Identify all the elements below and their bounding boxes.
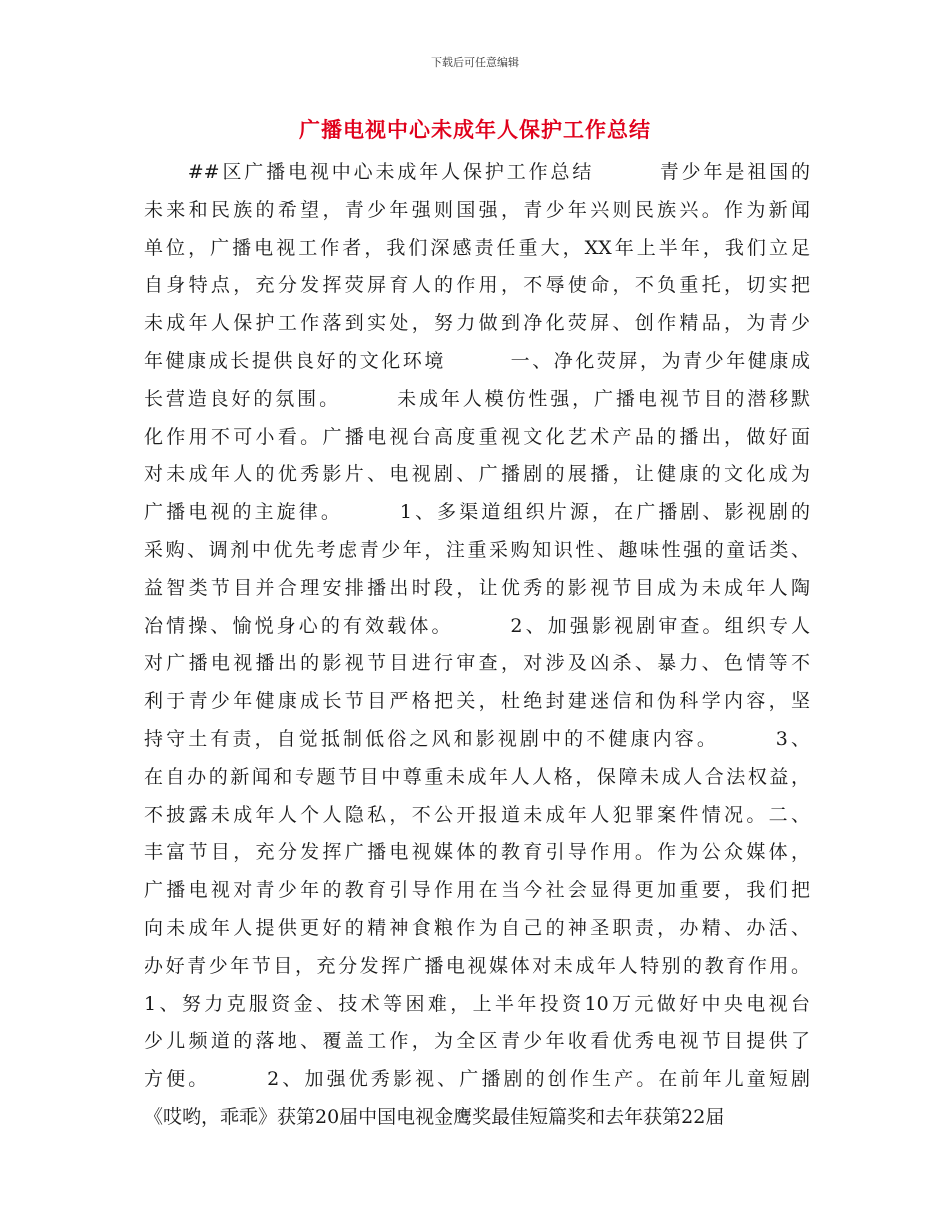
body-line: 未成年人保护工作落到实处，努力做到净化荧屏、创作精品，为青少 xyxy=(144,312,810,335)
body-line: 利于青少年健康成长节目严格把关，杜绝封建迷信和伪科学内容，坚 xyxy=(144,690,810,713)
body-line: 单位，广播电视工作者，我们深感责任重大，XX年上半年，我们立足 xyxy=(144,236,810,259)
body-line: 益智类节目并合理安排播出时段，让优秀的影视节目成为未成年人陶 xyxy=(144,576,810,599)
body-line: 丰富节目，充分发挥广播电视媒体的教育引导作用。作为公众媒体， xyxy=(144,841,810,864)
body-line: 持守土有责，自觉抵制低俗之风和影视剧中的不健康内容。 3、 xyxy=(144,727,810,750)
body-line: 办好青少年节目，充分发挥广播电视媒体对未成年人特别的教育作用。 xyxy=(144,954,810,977)
body-line: 对未成年人的优秀影片、电视剧、广播剧的展播，让健康的文化成为 xyxy=(144,463,810,486)
body-line: ##区广播电视中心未成年人保护工作总结 青少年是祖国的 xyxy=(144,161,810,183)
body-line: 不披露未成年人个人隐私，不公开报道未成年人犯罪案件情况。二、 xyxy=(144,803,810,826)
body-line: 少儿频道的落地、覆盖工作，为全区青少年收看优秀电视节目提供了 xyxy=(144,1030,810,1053)
document-body xyxy=(144,154,810,1137)
body-line: 《哎哟，乖乖》获第20届中国电视金鹰奖最佳短篇奖和去年获第22届 xyxy=(144,1105,725,1128)
body-line: 向未成年人提供更好的精神食粮作为自己的神圣职责，办精、办活、 xyxy=(144,916,810,939)
body-line: 化作用不可小看。广播电视台高度重视文化艺术产品的播出，做好面 xyxy=(144,425,810,448)
header-note: 下载后可任意编辑 xyxy=(431,56,519,69)
body-line: 年健康成长提供良好的文化环境 一、净化荧屏，为青少年健康成 xyxy=(144,349,810,372)
body-line: 广播电视对青少年的教育引导作用在当今社会显得更加重要，我们把 xyxy=(144,879,810,902)
body-line: 方便。 2、加强优秀影视、广播剧的创作生产。在前年儿童短剧 xyxy=(144,1068,810,1091)
document-title: 广播电视中心未成年人保护工作总结 xyxy=(299,118,651,142)
body-line: 采购、调剂中优先考虑青少年，注重采购知识性、趣味性强的童话类、 xyxy=(144,538,810,561)
body-line: 未来和民族的希望，青少年强则国强，青少年兴则民族兴。作为新闻 xyxy=(144,198,810,221)
body-line: 长营造良好的氛围。 未成年人模仿性强，广播电视节目的潜移默 xyxy=(144,387,810,410)
body-line: 自身特点，充分发挥荧屏育人的作用，不辱使命，不负重托，切实把 xyxy=(144,274,810,297)
body-line: 在自办的新闻和专题节目中尊重未成年人人格，保障未成人合法权益， xyxy=(144,765,810,788)
body-line: 冶情操、愉悦身心的有效载体。 2、加强影视剧审查。组织专人 xyxy=(144,614,810,637)
body-line: 1、努力克服资金、技术等困难，上半年投资10万元做好中央电视台 xyxy=(144,992,810,1015)
body-line: 对广播电视播出的影视节目进行审查，对涉及凶杀、暴力、色情等不 xyxy=(144,652,810,675)
body-line: 广播电视的主旋律。 1、多渠道组织片源，在广播剧、影视剧的 xyxy=(144,501,810,524)
